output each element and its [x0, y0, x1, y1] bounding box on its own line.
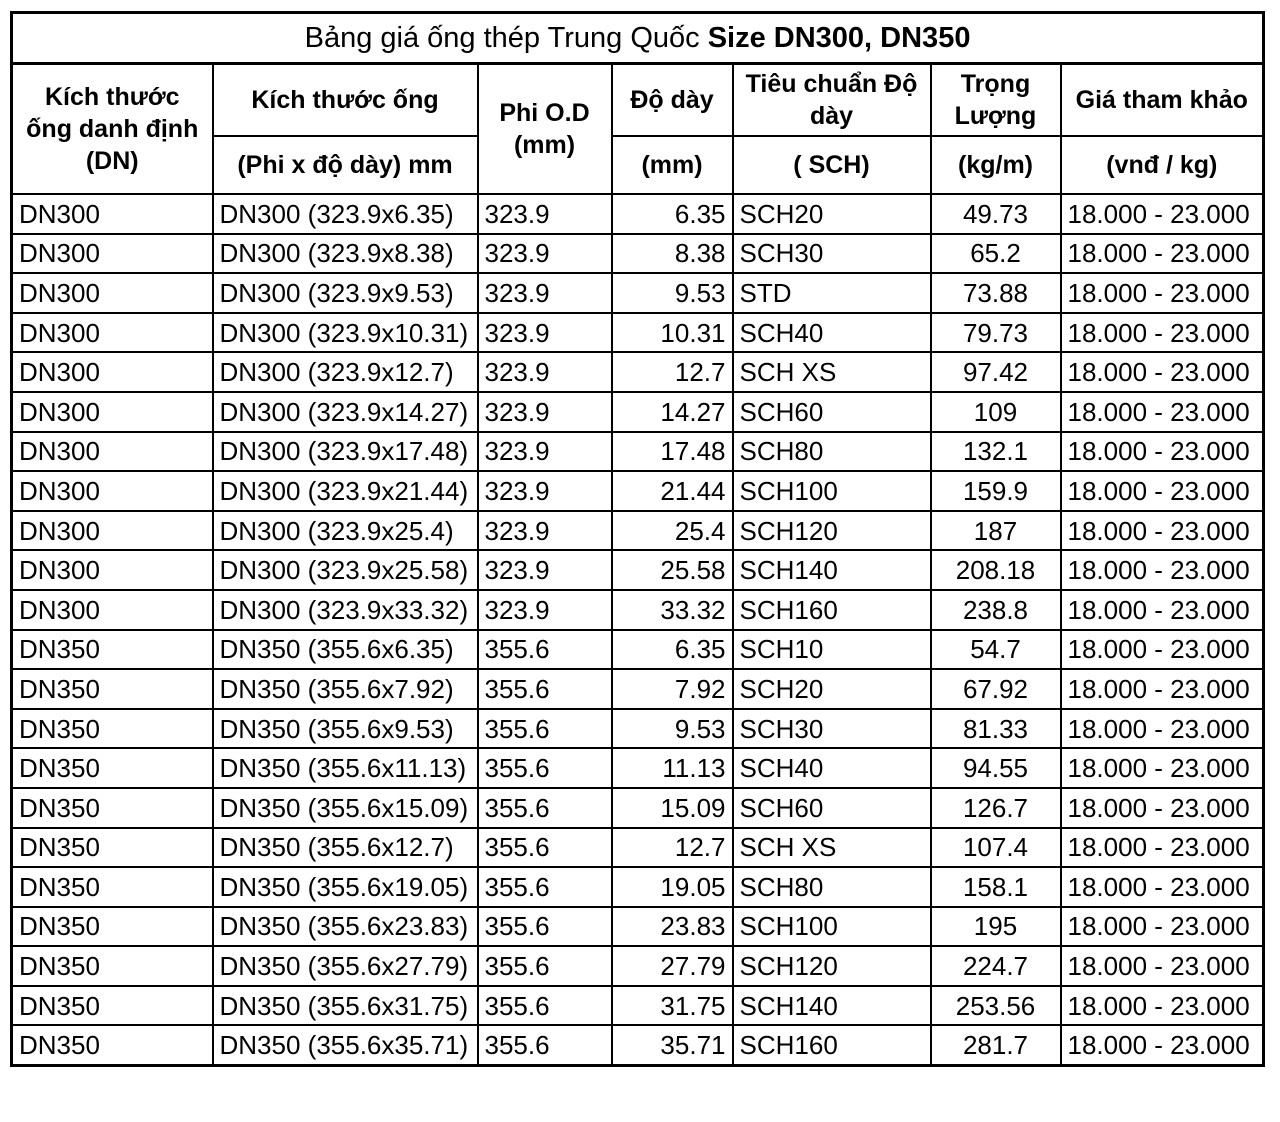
table-row: [12, 590, 1264, 630]
cell-dn: DN350: [12, 828, 213, 868]
cell-dn: DN350: [12, 630, 213, 670]
cell-weight: 79.73: [931, 313, 1061, 353]
cell-weight: 281.7: [931, 1025, 1061, 1065]
header-price-top: Giá tham khảo: [1061, 64, 1264, 137]
table-row: [12, 352, 1264, 392]
table-row: [12, 511, 1264, 551]
cell-schedule: SCH80: [733, 432, 931, 472]
table-row: [12, 471, 1264, 511]
cell-od: 323.9: [478, 392, 612, 432]
cell-thickness: 21.44: [612, 471, 733, 511]
cell-od: 323.9: [478, 550, 612, 590]
cell-price: 18.000 - 23.000: [1061, 352, 1264, 392]
cell-od: 355.6: [478, 630, 612, 670]
table-body: [12, 194, 1264, 1066]
cell-od: 323.9: [478, 432, 612, 472]
cell-dn: DN350: [12, 1025, 213, 1065]
cell-price: 18.000 - 23.000: [1061, 907, 1264, 947]
cell-dn: DN300: [12, 273, 213, 313]
cell-schedule: STD: [733, 273, 931, 313]
cell-od: 323.9: [478, 352, 612, 392]
cell-price: 18.000 - 23.000: [1061, 590, 1264, 630]
cell-dn: DN300: [12, 194, 213, 234]
cell-schedule: SCH140: [733, 550, 931, 590]
cell-price: 18.000 - 23.000: [1061, 432, 1264, 472]
header-thick-bottom: (mm): [612, 136, 733, 194]
cell-dn: DN350: [12, 907, 213, 947]
cell-dn: DN300: [12, 432, 213, 472]
cell-size: DN300 (323.9x8.38): [213, 234, 478, 274]
table-row: [12, 907, 1264, 947]
table-row: [12, 234, 1264, 274]
cell-size: DN300 (323.9x33.32): [213, 590, 478, 630]
cell-thickness: 14.27: [612, 392, 733, 432]
cell-schedule: SCH120: [733, 511, 931, 551]
cell-weight: 94.55: [931, 748, 1061, 788]
cell-od: 355.6: [478, 986, 612, 1026]
cell-schedule: SCH80: [733, 867, 931, 907]
cell-thickness: 15.09: [612, 788, 733, 828]
cell-thickness: 23.83: [612, 907, 733, 947]
header-weight-bottom: (kg/m): [931, 136, 1061, 194]
cell-price: 18.000 - 23.000: [1061, 471, 1264, 511]
cell-thickness: 12.7: [612, 352, 733, 392]
cell-dn: DN350: [12, 986, 213, 1026]
cell-size: DN300 (323.9x14.27): [213, 392, 478, 432]
cell-dn: DN350: [12, 748, 213, 788]
cell-schedule: SCH100: [733, 471, 931, 511]
cell-od: 355.6: [478, 1025, 612, 1065]
table-row: [12, 788, 1264, 828]
cell-weight: 224.7: [931, 946, 1061, 986]
cell-dn: DN300: [12, 550, 213, 590]
cell-weight: 253.56: [931, 986, 1061, 1026]
cell-od: 323.9: [478, 471, 612, 511]
table-row: [12, 273, 1264, 313]
cell-weight: 195: [931, 907, 1061, 947]
cell-od: 355.6: [478, 907, 612, 947]
cell-size: DN300 (323.9x12.7): [213, 352, 478, 392]
cell-weight: 158.1: [931, 867, 1061, 907]
cell-price: 18.000 - 23.000: [1061, 313, 1264, 353]
cell-weight: 67.92: [931, 669, 1061, 709]
header-od-bottom: (mm): [513, 131, 576, 159]
cell-size: DN350 (355.6x11.13): [213, 748, 478, 788]
cell-price: 18.000 - 23.000: [1061, 669, 1264, 709]
cell-price: 18.000 - 23.000: [1061, 550, 1264, 590]
cell-dn: DN350: [12, 946, 213, 986]
cell-price: 18.000 - 23.000: [1061, 828, 1264, 868]
cell-schedule: SCH10: [733, 630, 931, 670]
cell-od: 323.9: [478, 590, 612, 630]
cell-thickness: 25.58: [612, 550, 733, 590]
table-row: [12, 313, 1264, 353]
cell-dn: DN300: [12, 352, 213, 392]
cell-size: DN300 (323.9x25.4): [213, 511, 478, 551]
cell-price: 18.000 - 23.000: [1061, 867, 1264, 907]
header-weight-top: Trọng Lượng: [931, 64, 1061, 137]
cell-schedule: SCH20: [733, 194, 931, 234]
header-od: [478, 64, 612, 195]
cell-dn: DN300: [12, 511, 213, 551]
cell-thickness: 9.53: [612, 709, 733, 749]
cell-weight: 238.8: [931, 590, 1061, 630]
cell-weight: 73.88: [931, 273, 1061, 313]
cell-weight: 107.4: [931, 828, 1061, 868]
cell-thickness: 17.48: [612, 432, 733, 472]
table-title: [12, 13, 1264, 64]
cell-schedule: SCH40: [733, 748, 931, 788]
cell-size: DN350 (355.6x19.05): [213, 867, 478, 907]
cell-schedule: SCH120: [733, 946, 931, 986]
title-bold: Size DN300, DN350: [707, 22, 971, 54]
cell-od: 355.6: [478, 709, 612, 749]
cell-size: DN300 (323.9x9.53): [213, 273, 478, 313]
header-thick-top: Độ dày: [612, 64, 733, 137]
cell-size: DN350 (355.6x15.09): [213, 788, 478, 828]
cell-weight: 126.7: [931, 788, 1061, 828]
cell-od: 355.6: [478, 828, 612, 868]
cell-price: 18.000 - 23.000: [1061, 788, 1264, 828]
cell-schedule: SCH XS: [733, 352, 931, 392]
cell-od: 355.6: [478, 788, 612, 828]
cell-thickness: 12.7: [612, 828, 733, 868]
cell-price: 18.000 - 23.000: [1061, 273, 1264, 313]
cell-schedule: SCH140: [733, 986, 931, 1026]
cell-dn: DN350: [12, 788, 213, 828]
cell-od: 355.6: [478, 946, 612, 986]
cell-thickness: 9.53: [612, 273, 733, 313]
cell-weight: 97.42: [931, 352, 1061, 392]
cell-thickness: 27.79: [612, 946, 733, 986]
cell-od: 323.9: [478, 194, 612, 234]
cell-thickness: 11.13: [612, 748, 733, 788]
cell-price: 18.000 - 23.000: [1061, 194, 1264, 234]
header-price-bottom: (vnđ / kg): [1061, 136, 1264, 194]
cell-dn: DN300: [12, 590, 213, 630]
cell-size: DN350 (355.6x6.35): [213, 630, 478, 670]
header-size-top: Kích thước ống: [213, 64, 478, 137]
cell-weight: 187: [931, 511, 1061, 551]
cell-thickness: 19.05: [612, 867, 733, 907]
cell-thickness: 7.92: [612, 669, 733, 709]
price-table-container: [10, 11, 1262, 1067]
cell-od: 323.9: [478, 273, 612, 313]
cell-price: 18.000 - 23.000: [1061, 511, 1264, 551]
cell-price: 18.000 - 23.000: [1061, 630, 1264, 670]
cell-price: 18.000 - 23.000: [1061, 234, 1264, 274]
table-row: [12, 194, 1264, 234]
cell-od: 323.9: [478, 313, 612, 353]
cell-thickness: 31.75: [612, 986, 733, 1026]
title-normal: Bảng giá ống thép Trung Quốc: [304, 22, 708, 54]
table-row: [12, 630, 1264, 670]
header-size-bottom: (Phi x độ dày) mm: [213, 136, 478, 194]
cell-weight: 81.33: [931, 709, 1061, 749]
cell-size: DN350 (355.6x27.79): [213, 946, 478, 986]
cell-weight: 208.18: [931, 550, 1061, 590]
cell-dn: DN350: [12, 709, 213, 749]
cell-thickness: 6.35: [612, 194, 733, 234]
cell-thickness: 10.31: [612, 313, 733, 353]
header-nominal: Kích thước ống danh định (DN): [12, 64, 213, 195]
cell-thickness: 6.35: [612, 630, 733, 670]
cell-dn: DN300: [12, 313, 213, 353]
table-row: [12, 392, 1264, 432]
cell-price: 18.000 - 23.000: [1061, 709, 1264, 749]
cell-dn: DN350: [12, 867, 213, 907]
cell-dn: DN350: [12, 669, 213, 709]
cell-dn: DN300: [12, 234, 213, 274]
cell-od: 323.9: [478, 234, 612, 274]
table-row: [12, 432, 1264, 472]
cell-size: DN350 (355.6x7.92): [213, 669, 478, 709]
table-row: [12, 946, 1264, 986]
cell-size: DN350 (355.6x35.71): [213, 1025, 478, 1065]
cell-thickness: 25.4: [612, 511, 733, 551]
header-std-bottom: ( SCH): [733, 136, 931, 194]
table-row: [12, 709, 1264, 749]
cell-dn: DN300: [12, 392, 213, 432]
cell-weight: 54.7: [931, 630, 1061, 670]
header-std-top: Tiêu chuẩn Độ dày: [733, 64, 931, 137]
cell-size: DN300 (323.9x25.58): [213, 550, 478, 590]
price-table: [10, 11, 1265, 1067]
cell-size: DN350 (355.6x31.75): [213, 986, 478, 1026]
cell-schedule: SCH30: [733, 709, 931, 749]
table-row: [12, 669, 1264, 709]
cell-od: 323.9: [478, 511, 612, 551]
cell-price: 18.000 - 23.000: [1061, 748, 1264, 788]
table-row: [12, 550, 1264, 590]
table-row: [12, 867, 1264, 907]
cell-size: DN300 (323.9x17.48): [213, 432, 478, 472]
header-od-top: Phi O.D: [499, 99, 590, 127]
cell-schedule: SCH XS: [733, 828, 931, 868]
cell-od: 355.6: [478, 669, 612, 709]
cell-od: 355.6: [478, 867, 612, 907]
cell-schedule: SCH60: [733, 788, 931, 828]
cell-weight: 159.9: [931, 471, 1061, 511]
cell-schedule: SCH30: [733, 234, 931, 274]
cell-weight: 109: [931, 392, 1061, 432]
cell-price: 18.000 - 23.000: [1061, 986, 1264, 1026]
cell-thickness: 33.32: [612, 590, 733, 630]
table-row: [12, 1025, 1264, 1065]
cell-schedule: SCH20: [733, 669, 931, 709]
cell-price: 18.000 - 23.000: [1061, 1025, 1264, 1065]
table-row: [12, 828, 1264, 868]
cell-weight: 132.1: [931, 432, 1061, 472]
cell-schedule: SCH60: [733, 392, 931, 432]
cell-size: DN350 (355.6x12.7): [213, 828, 478, 868]
table-row: [12, 986, 1264, 1026]
cell-dn: DN300: [12, 471, 213, 511]
cell-size: DN300 (323.9x10.31): [213, 313, 478, 353]
cell-thickness: 35.71: [612, 1025, 733, 1065]
cell-size: DN300 (323.9x6.35): [213, 194, 478, 234]
cell-schedule: SCH100: [733, 907, 931, 947]
cell-size: DN350 (355.6x23.83): [213, 907, 478, 947]
cell-price: 18.000 - 23.000: [1061, 392, 1264, 432]
cell-weight: 65.2: [931, 234, 1061, 274]
cell-schedule: SCH160: [733, 590, 931, 630]
cell-od: 355.6: [478, 748, 612, 788]
cell-schedule: SCH160: [733, 1025, 931, 1065]
cell-schedule: SCH40: [733, 313, 931, 353]
cell-size: DN350 (355.6x9.53): [213, 709, 478, 749]
table-row: [12, 748, 1264, 788]
cell-thickness: 8.38: [612, 234, 733, 274]
cell-weight: 49.73: [931, 194, 1061, 234]
cell-size: DN300 (323.9x21.44): [213, 471, 478, 511]
cell-price: 18.000 - 23.000: [1061, 946, 1264, 986]
